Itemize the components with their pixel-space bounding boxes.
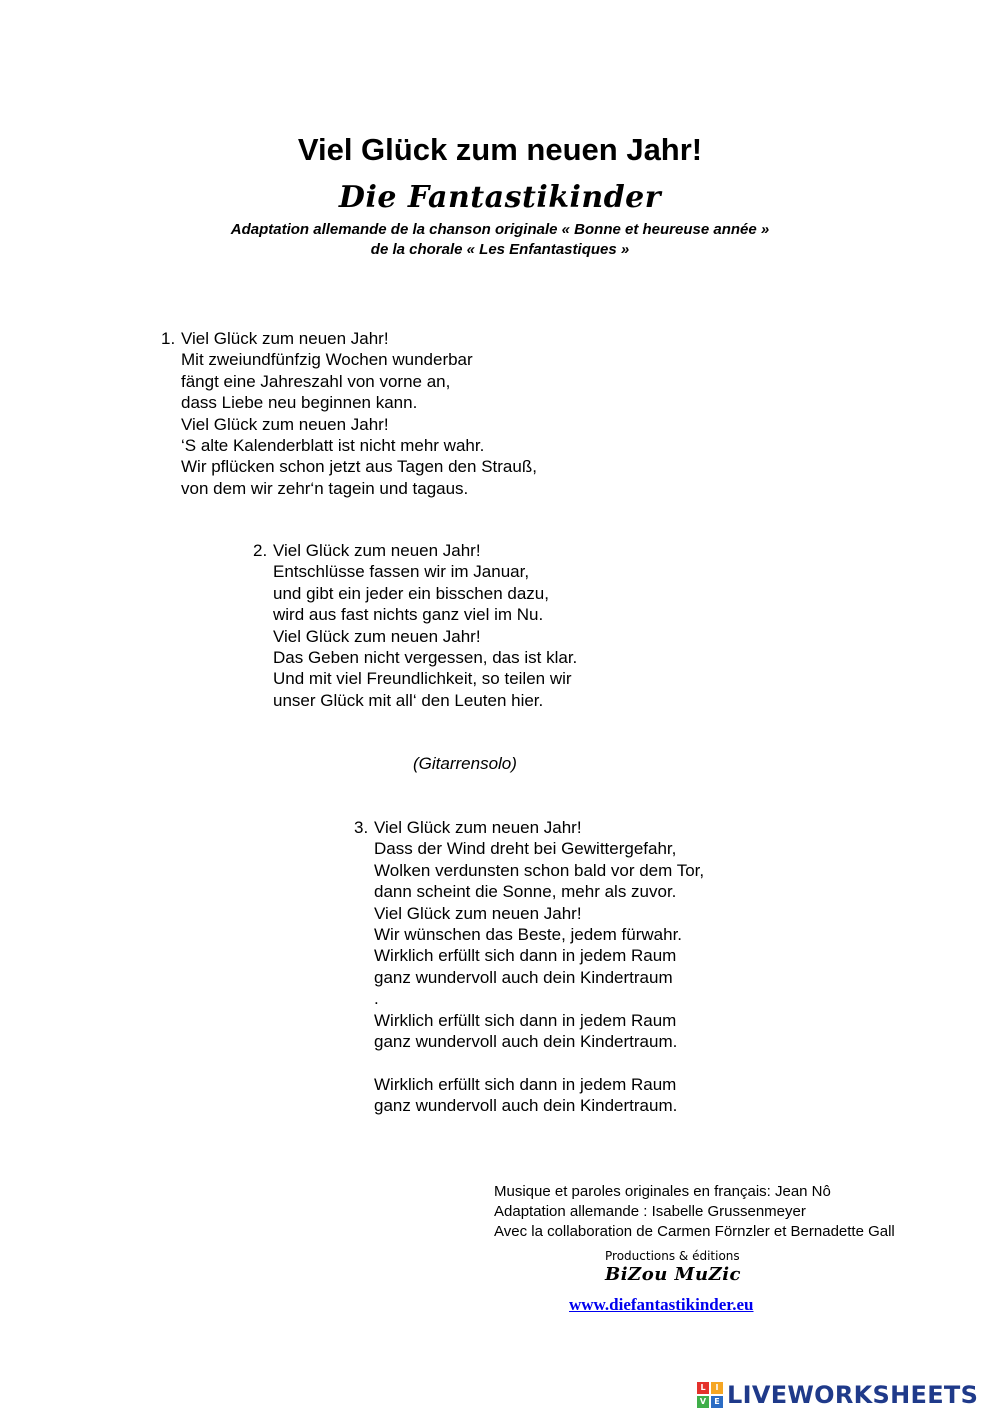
liveworksheets-cubes-icon <box>697 1382 723 1408</box>
verse-line <box>354 1095 704 1116</box>
verse-line-text: Dass der Wind dreht bei Gewittergefahr, <box>374 839 677 859</box>
verse-3 <box>354 817 704 1117</box>
productions-label: Productions & éditions <box>605 1249 740 1263</box>
credit-music: Musique et paroles originales en français: Jean Nô <box>494 1183 831 1200</box>
verse-line-text: Viel Glück zum neuen Jahr! <box>273 626 481 646</box>
verse-line <box>354 988 704 1009</box>
verse-number: 2. <box>253 541 268 560</box>
verse-line-text: Und mit viel Freundlichkeit, so teilen wir <box>273 669 572 689</box>
adaptation-note-line-1: Adaptation allemande de la chanson originale « Bonne et heureuse année » <box>230 221 770 238</box>
verse-line <box>354 838 704 859</box>
verse-line <box>161 371 537 392</box>
verse-line <box>253 583 577 604</box>
verse-line <box>161 392 537 413</box>
verse-line-text: Wirklich erfüllt sich dann in jedem Raum <box>374 1074 677 1094</box>
verse-line-text: dass Liebe neu beginnen kann. <box>181 393 418 413</box>
verse-2 <box>253 540 577 711</box>
verse-line <box>161 328 537 349</box>
song-title: Viel Glück zum neuen Jahr! <box>297 132 703 167</box>
verse-line <box>161 414 537 435</box>
verse-line <box>253 604 577 625</box>
bizou-muzic-logo: BiZou MuZic <box>605 1264 741 1285</box>
verse-number: 3. <box>354 818 369 837</box>
liveworksheets-cube: L <box>697 1382 709 1394</box>
verse-line-text: unser Glück mit all‘ den Leuten hier. <box>273 690 544 710</box>
verse-line <box>253 561 577 582</box>
verse-line-text: Wirklich erfüllt sich dann in jedem Raum <box>374 946 677 966</box>
liveworksheets-cube: E <box>711 1396 723 1408</box>
verse-line-text: ganz wundervoll auch dein Kindertraum. <box>374 1032 678 1052</box>
verse-line <box>253 668 577 689</box>
verse-line-text: Mit zweiundfünfzig Wochen wunderbar <box>181 350 473 370</box>
liveworksheets-text: LIVEWORKSHEETS <box>727 1381 979 1409</box>
verse-line-text: Wir pflücken schon jetzt aus Tagen den Strauß, <box>181 457 537 477</box>
verse-line <box>354 967 704 988</box>
verse-line <box>354 1031 704 1052</box>
verse-line-text: . <box>374 989 379 1009</box>
liveworksheets-cube: I <box>711 1382 723 1394</box>
verse-line <box>161 435 537 456</box>
verse-line-text: dann scheint die Sonne, mehr als zuvor. <box>374 882 677 902</box>
verse-line-text: und gibt ein jeder ein bisschen dazu, <box>273 583 549 603</box>
verse-line-text: Das Geben nicht vergessen, das ist klar. <box>273 648 578 668</box>
verse-line <box>354 924 704 945</box>
credit-adaptation: Adaptation allemande : Isabelle Grussenmeyer <box>494 1203 806 1220</box>
verse-line <box>161 456 537 477</box>
verse-line-text: von dem wir zehr‘n tagein und tagaus. <box>181 478 469 498</box>
liveworksheets-cube: V <box>697 1396 709 1408</box>
guitar-solo-note: (Gitarrensolo) <box>413 754 517 773</box>
verse-line-text: Wir wünschen das Beste, jedem fürwahr. <box>374 925 683 945</box>
verse-line <box>253 690 577 711</box>
verse-line-text: fängt eine Jahreszahl von vorne an, <box>181 371 451 391</box>
verse-line <box>253 647 577 668</box>
verse-line-text: Viel Glück zum neuen Jahr! <box>181 414 389 434</box>
liveworksheets-logo[interactable] <box>697 1378 978 1412</box>
verse-line-text: ganz wundervoll auch dein Kindertraum. <box>374 1096 678 1116</box>
verse-line-text: Wolken verdunsten schon bald vor dem Tor, <box>374 860 705 880</box>
verse-line <box>161 478 537 499</box>
verse-line <box>253 540 577 561</box>
verse-line-text: ganz wundervoll auch dein Kindertraum <box>374 967 673 987</box>
verse-line <box>354 1074 704 1095</box>
verse-line <box>354 1010 704 1031</box>
verse-line-text: Viel Glück zum neuen Jahr! <box>181 329 389 348</box>
verse-1 <box>161 328 537 499</box>
verse-line <box>354 860 704 881</box>
website-link[interactable]: www.diefantastikinder.eu <box>569 1295 754 1314</box>
band-name: Die Fantastikinder <box>338 180 662 215</box>
verse-line <box>354 1052 704 1073</box>
verse-line-text: Viel Glück zum neuen Jahr! <box>273 541 481 560</box>
verse-line-text: Viel Glück zum neuen Jahr! <box>374 903 582 923</box>
verse-line-text: Entschlüsse fassen wir im Januar, <box>273 562 530 582</box>
verse-line <box>354 817 704 838</box>
verse-line <box>161 349 537 370</box>
verse-line-text: ‘S alte Kalenderblatt ist nicht mehr wahr. <box>181 436 485 456</box>
verse-line <box>354 903 704 924</box>
verse-line-text: Viel Glück zum neuen Jahr! <box>374 818 582 837</box>
verse-line <box>354 881 704 902</box>
credit-collaboration: Avec la collaboration de Carmen Förnzler et Bernadette Gall <box>494 1223 895 1240</box>
verse-number: 1. <box>161 329 176 348</box>
verse-line-text <box>374 1053 379 1072</box>
verse-line-text: Wirklich erfüllt sich dann in jedem Raum <box>374 1010 677 1030</box>
verse-line <box>354 945 704 966</box>
verse-line-text: wird aus fast nichts ganz viel im Nu. <box>273 605 544 625</box>
verse-line <box>253 626 577 647</box>
adaptation-note-line-2: de la chorale « Les Enfantastiques » <box>370 241 630 258</box>
